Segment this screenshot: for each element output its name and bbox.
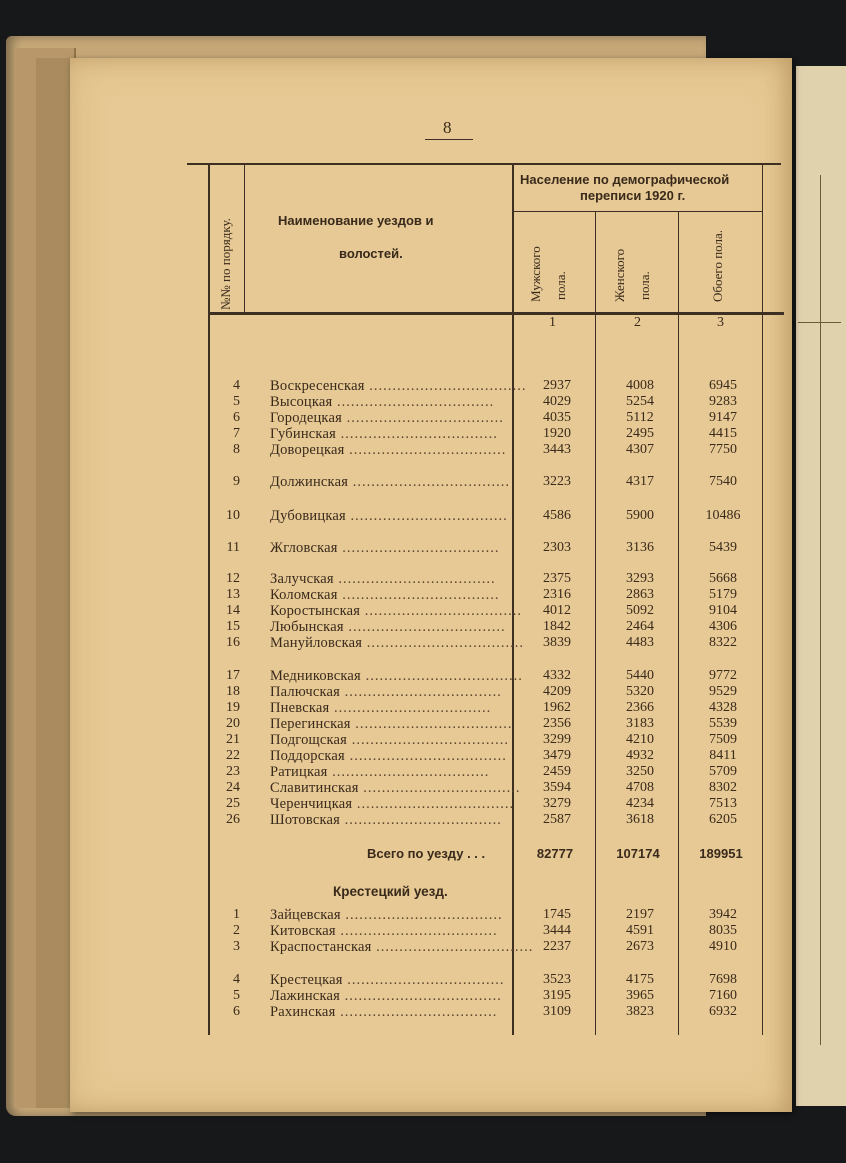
male-count: 1842 xyxy=(543,619,571,634)
district-name-text: Зайцевская xyxy=(270,907,341,923)
male-count: 3109 xyxy=(543,1004,571,1019)
district-name-text: Поддорская xyxy=(270,748,345,764)
female-count: 3823 xyxy=(626,1004,654,1019)
leader-dots: .................................. xyxy=(343,619,506,635)
col-rule-no xyxy=(208,165,210,1035)
male-count: 1962 xyxy=(543,700,571,715)
male-count: 2316 xyxy=(543,587,571,602)
both-count: 9283 xyxy=(709,394,737,409)
district-name-text: Ратицкая xyxy=(270,764,328,780)
male-count: 3839 xyxy=(543,635,571,650)
both-count: 8035 xyxy=(709,923,737,938)
district-name xyxy=(270,378,527,395)
leader-dots: .................................. xyxy=(327,764,490,780)
female-count: 4708 xyxy=(626,780,654,795)
district-name xyxy=(270,764,510,781)
both-count: 5179 xyxy=(709,587,737,602)
both-count: 7160 xyxy=(709,988,737,1003)
row-number: 15 xyxy=(226,619,240,634)
district-name xyxy=(270,684,510,701)
district-name-text: Черенчицкая xyxy=(270,796,353,812)
row-number: 2 xyxy=(233,923,240,938)
row-number: 24 xyxy=(226,780,240,795)
page-number: 8 xyxy=(443,118,452,137)
district-name-text: Воскресенская xyxy=(270,378,365,394)
district-name-text: Коломская xyxy=(270,587,338,603)
both-count: 5539 xyxy=(709,716,737,731)
district-name-text: Высоцкая xyxy=(270,394,333,410)
female-count: 4483 xyxy=(626,635,654,650)
both-count: 5668 xyxy=(709,571,737,586)
leader-dots: .................................. xyxy=(340,812,502,828)
total-female: 107174 xyxy=(616,846,660,861)
row-number: 21 xyxy=(226,732,240,747)
district-name-text: Залучская xyxy=(270,571,334,587)
col-rule-both xyxy=(678,212,679,1035)
both-count: 9147 xyxy=(709,410,737,425)
row-number: 17 xyxy=(226,668,240,683)
leader-dots: .................................. xyxy=(360,668,523,684)
district-name xyxy=(270,571,510,588)
district-name xyxy=(270,923,510,940)
male-count: 4586 xyxy=(543,508,571,523)
district-name xyxy=(270,587,510,604)
female-count: 4008 xyxy=(626,378,654,393)
table-top-rule xyxy=(187,163,781,165)
district-name xyxy=(270,442,510,459)
row-number: 4 xyxy=(233,378,240,393)
col-male-header-1: Мужского xyxy=(528,246,543,302)
female-count: 4175 xyxy=(626,972,654,987)
col-female-header-1: Женского xyxy=(612,248,627,302)
col-name-header-1: Наименование уездов и xyxy=(278,213,434,228)
leader-dots: .................................. xyxy=(345,508,508,524)
group-rule xyxy=(514,211,762,212)
district-name-text: Перегинская xyxy=(270,716,351,732)
female-count: 4317 xyxy=(626,474,654,489)
leader-dots: .................................. xyxy=(347,732,509,748)
male-count: 4029 xyxy=(543,394,571,409)
district-name xyxy=(270,635,524,652)
row-number: 25 xyxy=(226,796,240,811)
male-count: 2459 xyxy=(543,764,571,779)
male-count: 2356 xyxy=(543,716,571,731)
leader-dots: .................................. xyxy=(350,716,513,732)
female-count: 2863 xyxy=(626,587,654,602)
leader-dots: .................................. xyxy=(333,571,496,587)
row-number: 6 xyxy=(233,1004,240,1019)
page-number-underline xyxy=(425,139,473,140)
both-count: 7698 xyxy=(709,972,737,987)
district-name xyxy=(270,603,522,620)
district-name-text: Городецкая xyxy=(270,410,342,426)
row-number: 16 xyxy=(226,635,240,650)
district-name xyxy=(270,939,534,956)
district-name-text: Рахинская xyxy=(270,1004,336,1020)
both-count: 4328 xyxy=(709,700,737,715)
row-number: 6 xyxy=(233,410,240,425)
male-count: 4332 xyxy=(543,668,571,683)
leader-dots: .................................. xyxy=(360,603,522,619)
male-count: 2937 xyxy=(543,378,571,393)
leader-dots: .................................. xyxy=(340,907,503,923)
female-count: 2197 xyxy=(626,907,654,922)
male-count: 3223 xyxy=(543,474,571,489)
row-number: 3 xyxy=(233,939,240,954)
district-name-text: Должинская xyxy=(270,474,349,490)
leader-dots: .................................. xyxy=(339,988,502,1004)
district-name-text: Медниковская xyxy=(270,668,361,684)
female-count: 5320 xyxy=(626,684,654,699)
leader-dots: .................................. xyxy=(364,378,527,394)
col-index-2: 2 xyxy=(634,315,641,330)
female-count: 4591 xyxy=(626,923,654,938)
both-count: 9529 xyxy=(709,684,737,699)
male-count: 3523 xyxy=(543,972,571,987)
row-number: 14 xyxy=(226,603,240,618)
row-number: 7 xyxy=(233,426,240,441)
row-number: 23 xyxy=(226,764,240,779)
both-count: 8302 xyxy=(709,780,737,795)
female-count: 5112 xyxy=(626,410,654,425)
female-count: 3618 xyxy=(626,812,654,827)
male-count: 4035 xyxy=(543,410,571,425)
section-title: Крестецкий уезд. xyxy=(333,884,448,899)
male-count: 3594 xyxy=(543,780,571,795)
group-header-1: Население по демографической xyxy=(520,172,730,187)
row-number: 4 xyxy=(233,972,240,987)
both-count: 8411 xyxy=(709,748,737,763)
leader-dots: .................................. xyxy=(337,540,500,556)
male-count: 2587 xyxy=(543,812,571,827)
row-number: 8 xyxy=(233,442,240,457)
both-count: 7750 xyxy=(709,442,737,457)
district-name xyxy=(270,1004,510,1021)
female-count: 3965 xyxy=(626,988,654,1003)
female-count: 3250 xyxy=(626,764,654,779)
district-name-text: Пневская xyxy=(270,700,330,716)
table-header-rule xyxy=(208,312,784,315)
both-count: 7513 xyxy=(709,796,737,811)
row-number: 11 xyxy=(226,540,240,555)
both-count: 9772 xyxy=(709,668,737,683)
row-number: 20 xyxy=(226,716,240,731)
col-rule-right xyxy=(762,165,763,1035)
leader-dots: .................................. xyxy=(332,394,495,410)
both-count: 6945 xyxy=(709,378,737,393)
row-number: 1 xyxy=(233,907,240,922)
district-name xyxy=(270,796,515,813)
leader-dots: .................................. xyxy=(340,684,502,700)
col-no-header: №№ по порядку. xyxy=(218,218,233,310)
col-index-1: 1 xyxy=(549,315,556,330)
district-name-text: Краспостанская xyxy=(270,939,372,955)
female-count: 2495 xyxy=(626,426,654,441)
row-number: 13 xyxy=(226,587,240,602)
row-number: 26 xyxy=(226,812,240,827)
both-count: 3942 xyxy=(709,907,737,922)
leader-dots: .................................. xyxy=(335,923,498,939)
leader-dots: .................................. xyxy=(329,700,492,716)
district-name xyxy=(270,748,510,765)
female-count: 2464 xyxy=(626,619,654,634)
female-count: 2673 xyxy=(626,939,654,954)
col-male-header-2: пола. xyxy=(553,271,568,300)
col-rule-male xyxy=(512,165,514,1035)
male-count: 3443 xyxy=(543,442,571,457)
both-count: 4910 xyxy=(709,939,737,954)
leader-dots: .................................. xyxy=(371,939,534,955)
male-count: 3299 xyxy=(543,732,571,747)
district-name xyxy=(270,780,521,797)
male-count: 3279 xyxy=(543,796,571,811)
female-count: 4307 xyxy=(626,442,654,457)
row-number: 19 xyxy=(226,700,240,715)
female-count: 3293 xyxy=(626,571,654,586)
female-count: 4234 xyxy=(626,796,654,811)
row-number: 18 xyxy=(226,684,240,699)
both-count: 7540 xyxy=(709,474,737,489)
male-count: 1745 xyxy=(543,907,571,922)
adjacent-page-rule-h xyxy=(798,322,841,323)
female-count: 3183 xyxy=(626,716,654,731)
both-count: 6205 xyxy=(709,812,737,827)
leader-dots: .................................. xyxy=(358,780,521,796)
female-count: 4210 xyxy=(626,732,654,747)
district-name-text: Славитинская xyxy=(270,780,359,796)
district-name xyxy=(270,972,510,989)
district-name-text: Китовская xyxy=(270,923,336,939)
leader-dots: .................................. xyxy=(342,972,505,988)
both-count: 10486 xyxy=(705,508,741,523)
male-count: 1920 xyxy=(543,426,571,441)
row-number: 10 xyxy=(226,508,240,523)
female-count: 4932 xyxy=(626,748,654,763)
row-number: 5 xyxy=(233,988,240,1003)
row-number: 12 xyxy=(226,571,240,586)
both-count: 6932 xyxy=(709,1004,737,1019)
leader-dots: .................................. xyxy=(344,442,507,458)
leader-dots: .................................. xyxy=(337,587,500,603)
male-count: 3444 xyxy=(543,923,571,938)
district-name-text: Крестецкая xyxy=(270,972,343,988)
col-female-header-2: пола. xyxy=(637,271,652,300)
district-name xyxy=(270,988,510,1005)
district-name-text: Коростынская xyxy=(270,603,361,619)
row-number: 5 xyxy=(233,394,240,409)
district-name-text: Жгловская xyxy=(270,540,338,556)
district-name xyxy=(270,474,510,491)
leader-dots: .................................. xyxy=(352,796,515,812)
district-name xyxy=(270,700,510,717)
female-count: 5092 xyxy=(626,603,654,618)
both-count: 4306 xyxy=(709,619,737,634)
col-rule-name-head xyxy=(244,165,245,315)
both-count: 7509 xyxy=(709,732,737,747)
leader-dots: .................................. xyxy=(335,426,498,442)
both-count: 8322 xyxy=(709,635,737,650)
total-both: 189951 xyxy=(699,846,743,861)
female-count: 5254 xyxy=(626,394,654,409)
leader-dots: .................................. xyxy=(344,748,507,764)
group-header-2: переписи 1920 г. xyxy=(580,188,686,203)
district-name xyxy=(270,540,510,557)
row-number: 22 xyxy=(226,748,240,763)
district-name xyxy=(270,812,510,829)
both-count: 4415 xyxy=(709,426,737,441)
total-male: 82777 xyxy=(536,846,574,861)
col-rule-female xyxy=(595,212,596,1035)
row-number: 9 xyxy=(233,474,240,489)
district-name-text: Дубовицкая xyxy=(270,508,346,524)
male-count: 4012 xyxy=(543,603,571,618)
district-name-text: Доворецкая xyxy=(270,442,345,458)
district-name-text: Лажинская xyxy=(270,988,340,1004)
both-count: 5439 xyxy=(709,540,737,555)
male-count: 2303 xyxy=(543,540,571,555)
district-name xyxy=(270,907,510,924)
leader-dots: .................................. xyxy=(341,410,504,426)
adjacent-page-rule xyxy=(820,175,821,1045)
col-name-header-2: волостей. xyxy=(339,246,403,261)
adjacent-page xyxy=(796,66,846,1106)
female-count: 3136 xyxy=(626,540,654,555)
col-index-3: 3 xyxy=(717,315,724,330)
female-count: 2366 xyxy=(626,700,654,715)
total-label: Всего по уезду . . . xyxy=(367,846,486,861)
male-count: 4209 xyxy=(543,684,571,699)
district-name xyxy=(270,732,510,749)
district-name-text: Палючская xyxy=(270,684,341,700)
male-count: 3479 xyxy=(543,748,571,763)
leader-dots: .................................. xyxy=(362,635,524,651)
leader-dots: .................................. xyxy=(348,474,510,490)
both-count: 5709 xyxy=(709,764,737,779)
male-count: 2375 xyxy=(543,571,571,586)
district-name-text: Мануйловская xyxy=(270,635,363,651)
male-count: 3195 xyxy=(543,988,571,1003)
district-name-text: Любынская xyxy=(270,619,344,635)
district-name-text: Губинская xyxy=(270,426,336,442)
district-name xyxy=(270,394,510,411)
district-name-text: Подгощская xyxy=(270,732,348,748)
female-count: 5900 xyxy=(626,508,654,523)
district-name xyxy=(270,619,510,636)
male-count: 2237 xyxy=(543,939,571,954)
district-name xyxy=(270,410,510,427)
both-count: 9104 xyxy=(709,603,737,618)
female-count: 5440 xyxy=(626,668,654,683)
district-name xyxy=(270,716,513,733)
district-name xyxy=(270,426,510,443)
district-name xyxy=(270,508,510,525)
col-both-header: Обоего пола. xyxy=(710,230,725,302)
district-name-text: Шотовская xyxy=(270,812,341,828)
district-name xyxy=(270,668,523,685)
leader-dots: .................................. xyxy=(335,1004,498,1020)
